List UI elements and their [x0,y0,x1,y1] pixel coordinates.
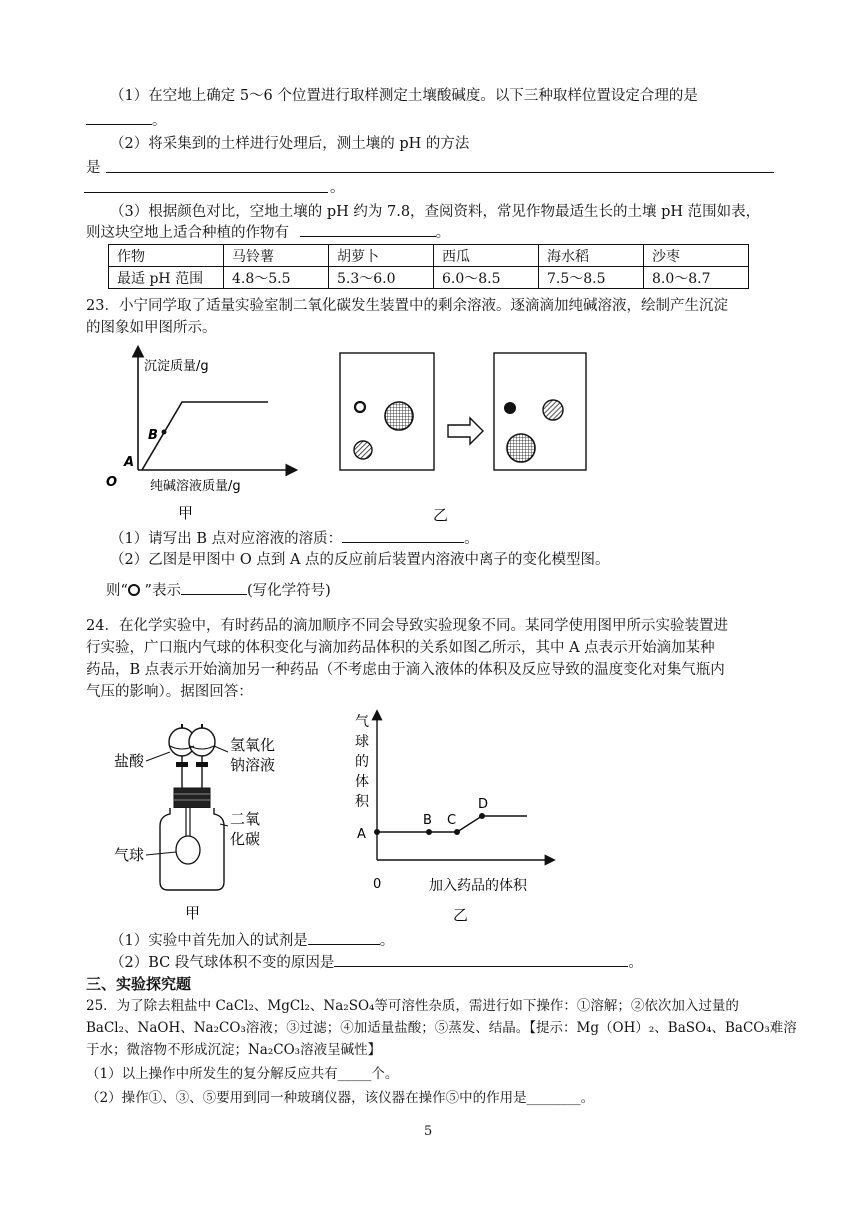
table-cell: 作物 [109,245,224,267]
q25-line3: 于水；微溶物不形成沉淀；Na₂CO₃溶液呈碱性】 [86,1042,382,1058]
answer-blank[interactable] [84,192,328,193]
point-d [479,813,485,819]
balloon-volume-graph [345,706,565,926]
q24-intro3: 药品，B 点表示开始滴加另一种药品（不考虑由于滴入液体的体积及反应导致的温度变化对集气瓶内 [86,662,725,678]
figure-caption: 乙 [433,506,449,524]
precipitate-curve [142,402,268,470]
label-b: B [148,428,158,443]
table-cell: 最适 pH 范围 [109,267,224,289]
answer-blank[interactable] [181,580,247,595]
answer-blank[interactable] [86,110,152,125]
q22-p1: （1）在空地上确定 5～6 个位置进行取样测定土壤酸碱度。以下三种取样位置设定合理的是 [110,88,698,104]
precipitate-graph [100,340,310,525]
q23-sub1 [110,528,479,549]
table-cell: 胡萝卜 [329,245,434,267]
point-b [426,829,432,835]
q22-p2-is: 是 [86,160,101,176]
punct: 。 [435,225,451,241]
answer-blank[interactable] [342,528,464,543]
answer-blank[interactable] [308,930,380,945]
q23-sub3c: (写化学符号) [246,583,331,599]
y-axis-label: 球 [355,734,369,750]
q24-sub1-text: （1）实验中首先加入的试剂是 [110,933,308,949]
answer-blank[interactable] [106,172,774,173]
ion-model-diagram [330,350,590,525]
label-naoh-2: 钠溶液 [230,756,276,774]
q25-sub1: （1）以上操作中所发生的复分解反应共有_____个。 [86,1066,399,1082]
q23-sub1-text: （1）请写出 B 点对应溶液的溶质： [110,531,343,547]
y-axis-label: 沉淀质量/g [144,359,209,374]
punct: 。 [152,113,167,129]
q24-intro1: 24．在化学实验中，有时药品的滴加顺序不同会导致实验现象不同。某同学使用图甲所示实验装置进 [86,618,728,634]
punct: 。 [628,955,643,971]
page-number: 5 [424,1124,433,1139]
dropping-funnel-right [189,728,215,756]
hatched-ion [543,400,563,420]
q23-sub3b: ”表示 [139,583,181,599]
table-cell: 6.0～8.5 [434,267,539,289]
q22-p3a: （3）根据颜色对比，空地土壤的 pH 约为 7.8，查阅资料，常见作物最适生长的土壤 pH 范围如表， [110,204,761,220]
table-cell: 4.8～5.5 [224,267,329,289]
q22-p2: （2）将采集到的土样进行处理后，测土壤的 pH 的方法 [110,136,470,152]
apparatus-diagram [110,712,310,927]
section-heading: 三、实验探究题 [86,975,192,993]
hatched-ion [354,441,372,459]
q24-sub2 [110,952,643,973]
point-c [454,829,460,835]
stopper [174,788,210,808]
q23-intro2: 的图象如甲图所示。 [86,320,217,336]
label-origin: 0 [373,877,382,892]
label-b: B [423,813,432,828]
y-axis-label: 气 [355,714,369,730]
q25-sub2: （2）操作①、③、⑤要用到同一种玻璃仪器，该仪器在操作⑤中的作用是________。 [86,1090,595,1106]
figure-caption: 甲 [178,504,194,522]
figure-caption: 乙 [453,906,469,924]
figure-caption: 甲 [185,904,201,922]
label-c: C [447,813,457,828]
ph-table [108,244,749,289]
table-cell: 7.5～8.5 [539,267,644,289]
table-cell: 马铃薯 [224,245,329,267]
table-cell: 5.3～6.0 [329,267,434,289]
arrow-icon [448,418,483,444]
y-axis-label: 体 [355,774,369,790]
q22-p3b-text: 则这块空地上适合种植的作物有 [86,225,289,241]
q23-sub2: （2）乙图是甲图中 O 点到 A 点的反应前后装置内溶液中离子的变化模型图。 [110,552,610,568]
label-origin: O [106,475,118,490]
label-co2-2: 化碳 [230,830,261,848]
answer-blank[interactable] [334,952,628,967]
table-cell: 西瓜 [434,245,539,267]
label-naoh: 氢氧化 [230,736,276,754]
table-row [109,245,749,267]
y-axis-label: 的 [355,754,369,770]
q24-intro2: 行实验，广口瓶内气球的体积变化与滴加药品体积的关系如图乙所示，其中 A 点表示开始滴加某种 [86,640,715,656]
label-hcl: 盐酸 [114,752,145,770]
q25-line1: 25．为了除去粗盐中 CaCl₂、MgCl₂、Na₂SO₄等可溶性杂质，需进行如下操作：①溶解；②依次加入过量的 [86,998,739,1014]
punct: 。 [464,531,479,547]
q23-intro1: 23．小宁同学取了适量实验室制二氧化碳发生装置中的剩余溶液。逐滴滴加纯碱溶液，绘制产生沉淀 [86,298,728,314]
q24-sub1 [110,930,394,951]
answer-blank[interactable] [300,222,436,237]
label-a: A [357,827,366,842]
y-axis-label: 积 [355,794,369,810]
punct: 。 [330,180,345,196]
q22-p1-blank-line [86,110,167,131]
open-circle-icon [128,584,140,596]
table-row [109,267,749,289]
q25-line2: BaCl₂、NaOH、Na₂CO₃溶液；③过滤；④加适量盐酸；⑤蒸发、结晶。【提示：Mg（OH）₂、BaSO₄、BaCO₃难溶 [86,1020,797,1036]
punct: 。 [379,933,395,949]
balloon [176,836,200,864]
q22-p3b [86,222,450,243]
x-axis-label: 加入药品的体积 [429,878,527,894]
q24-intro4: 气压的影响）。据图回答： [86,684,253,700]
q24-sub2-text: （2）BC 段气球体积不变的原因是 [110,955,335,971]
grid-ion [385,402,413,430]
open-circle-ion [355,402,365,412]
grid-ion [507,434,535,462]
label-d: D [478,797,489,812]
table-cell: 海水稻 [539,245,644,267]
label-co2: 二氧 [230,810,261,828]
point-a [374,829,380,835]
table-cell: 8.0～8.7 [644,267,749,289]
label-balloon: 气球 [114,846,145,864]
x-axis-label: 纯碱溶液质量/g [150,479,241,494]
q23-sub3a: 则“ [106,583,128,599]
label-a: A [124,455,135,470]
table-cell: 沙枣 [644,245,749,267]
q23-sub3 [106,580,331,601]
point-b [162,430,167,435]
filled-circle-ion [504,402,516,414]
